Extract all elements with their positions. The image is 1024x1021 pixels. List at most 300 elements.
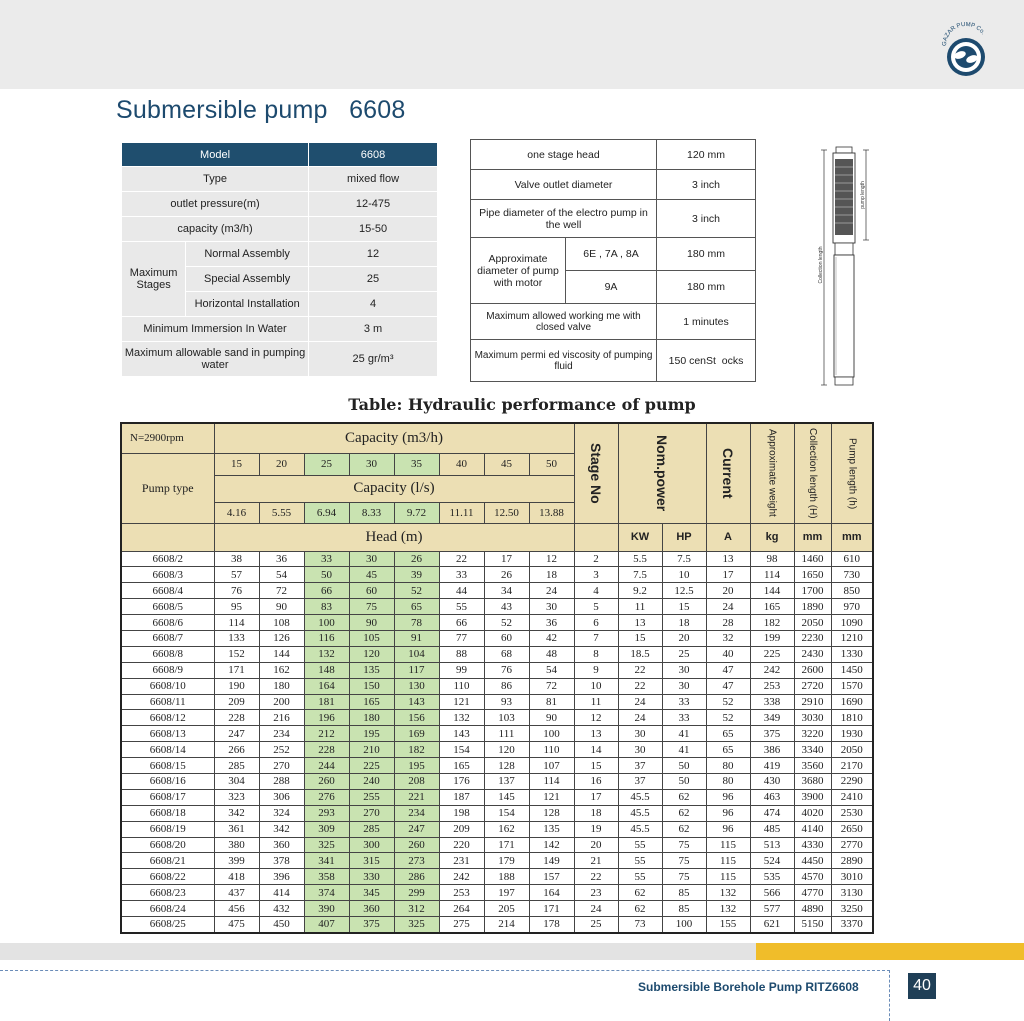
table-cell: 610: [831, 551, 873, 567]
table-row: [121, 885, 873, 901]
table-cell: 306: [259, 789, 304, 805]
table-cell: 10: [574, 678, 618, 694]
table-cell: 18: [574, 805, 618, 821]
unit-hp: HP: [662, 523, 706, 551]
table-cell: 88: [439, 646, 484, 662]
table-row: [121, 758, 873, 774]
footer-divider-vertical: [889, 970, 890, 1021]
table-cell: 30: [618, 742, 662, 758]
table-row: [121, 567, 873, 583]
table-cell: 324: [259, 805, 304, 821]
table-cell: 98: [750, 551, 794, 567]
stage-no-label: Stage No: [588, 442, 604, 504]
table-cell: 2650: [831, 821, 873, 837]
table-cell: 195: [349, 726, 394, 742]
sand-value: 25 gr/m³: [309, 342, 438, 377]
table-cell: 24: [529, 583, 574, 599]
table-cell: 2050: [831, 742, 873, 758]
table-cell: 1570: [831, 678, 873, 694]
table-cell: 260: [304, 773, 349, 789]
table-cell: 100: [529, 726, 574, 742]
table-cell: 275: [439, 916, 484, 932]
table-cell: 130: [394, 678, 439, 694]
table-cell: 270: [259, 758, 304, 774]
pump-type-cell: 6608/25: [121, 916, 214, 932]
table-cell: 187: [439, 789, 484, 805]
table-cell: 152: [214, 646, 259, 662]
table-cell: 24: [574, 901, 618, 917]
table-cell: 145: [484, 789, 529, 805]
table-cell: 341: [304, 853, 349, 869]
table-cell: 2: [574, 551, 618, 567]
table-cell: 76: [214, 583, 259, 599]
table-cell: 99: [439, 662, 484, 678]
table-cell: 135: [349, 662, 394, 678]
table-cell: 142: [529, 837, 574, 853]
table-cell: 3370: [831, 916, 873, 932]
table-cell: 414: [259, 885, 304, 901]
table-cell: 1090: [831, 615, 873, 631]
table-cell: 164: [304, 678, 349, 694]
table-cell: 81: [529, 694, 574, 710]
company-logo: [938, 22, 994, 78]
table-cell: 12.5: [662, 583, 706, 599]
table-cell: 54: [529, 662, 574, 678]
table-cell: 342: [214, 805, 259, 821]
table-cell: 165: [439, 758, 484, 774]
table-cell: 325: [304, 837, 349, 853]
table-cell: 162: [484, 821, 529, 837]
table-cell: 54: [259, 567, 304, 583]
table-cell: 407: [304, 916, 349, 932]
table-cell: 52: [394, 583, 439, 599]
table-cell: 2290: [831, 773, 873, 789]
spec-table-general: [121, 142, 438, 377]
hydraulic-table-body: [121, 551, 873, 933]
table-cell: 107: [529, 758, 574, 774]
table-cell: 234: [394, 805, 439, 821]
capacity-m3h-3: 30: [349, 453, 394, 475]
table-cell: 286: [394, 869, 439, 885]
table-cell: 300: [349, 837, 394, 853]
pump-type-cell: 6608/4: [121, 583, 214, 599]
capacity-m3h-4: 35: [394, 453, 439, 475]
table-cell: 247: [214, 726, 259, 742]
table-cell: 24: [706, 599, 750, 615]
table-cell: 90: [259, 599, 304, 615]
table-cell: 26: [484, 567, 529, 583]
table-cell: 234: [259, 726, 304, 742]
pump-type-cell: 6608/24: [121, 901, 214, 917]
table-cell: 9.2: [618, 583, 662, 599]
table-cell: 55: [618, 869, 662, 885]
table-cell: 171: [214, 662, 259, 678]
table-cell: 252: [259, 742, 304, 758]
unit-pump-mm: mm: [831, 523, 873, 551]
table-cell: 374: [304, 885, 349, 901]
table-row: [121, 630, 873, 646]
table-row: [121, 646, 873, 662]
table-cell: 80: [706, 773, 750, 789]
table-cell: 48: [529, 646, 574, 662]
table-row: [121, 599, 873, 615]
pump-type-cell: 6608/10: [121, 678, 214, 694]
unit-kw: KW: [618, 523, 662, 551]
table-cell: 96: [706, 789, 750, 805]
table-row: [121, 805, 873, 821]
table-cell: 396: [259, 869, 304, 885]
table-cell: 30: [529, 599, 574, 615]
table-cell: 135: [529, 821, 574, 837]
table-cell: 22: [618, 662, 662, 678]
table-cell: 205: [484, 901, 529, 917]
table-cell: 312: [394, 901, 439, 917]
table-cell: 2770: [831, 837, 873, 853]
table-cell: 2600: [794, 662, 831, 678]
table-row: [121, 837, 873, 853]
table-cell: 96: [706, 821, 750, 837]
table-cell: 155: [706, 916, 750, 932]
table-cell: 209: [214, 694, 259, 710]
table-cell: 181: [304, 694, 349, 710]
pump-type-cell: 6608/22: [121, 869, 214, 885]
capacity-ls-label: Capacity (l/s): [214, 475, 574, 502]
table-cell: 485: [750, 821, 794, 837]
normal-assembly-value: 12: [309, 242, 438, 267]
table-cell: 73: [618, 916, 662, 932]
outlet-pressure-value: 12-475: [309, 192, 438, 217]
table-cell: 209: [439, 821, 484, 837]
table-cell: 55: [618, 837, 662, 853]
table-cell: 304: [214, 773, 259, 789]
table-cell: 115: [706, 869, 750, 885]
table-cell: 162: [259, 662, 304, 678]
table-cell: 419: [750, 758, 794, 774]
viscosity-label: Maximum permi ed viscosity of pumping fluid: [471, 340, 657, 382]
table-cell: 114: [750, 567, 794, 583]
table-cell: 188: [484, 869, 529, 885]
horizontal-installation-value: 4: [309, 292, 438, 317]
table-cell: 105: [349, 630, 394, 646]
table-cell: 30: [662, 678, 706, 694]
table-cell: 52: [706, 694, 750, 710]
table-row: [121, 615, 873, 631]
table-cell: 72: [259, 583, 304, 599]
table-cell: 4570: [794, 869, 831, 885]
table-cell: 182: [394, 742, 439, 758]
table-cell: 330: [349, 869, 394, 885]
capacity-ls-3: 8.33: [349, 502, 394, 523]
table-cell: 111: [484, 726, 529, 742]
table-cell: 121: [439, 694, 484, 710]
table-cell: 475: [214, 916, 259, 932]
table-cell: 212: [304, 726, 349, 742]
table-cell: 36: [259, 551, 304, 567]
table-cell: 93: [484, 694, 529, 710]
table-cell: 255: [349, 789, 394, 805]
normal-assembly-label: Normal Assembly: [186, 242, 309, 267]
table-cell: 22: [574, 869, 618, 885]
table-cell: 65: [706, 726, 750, 742]
table-cell: 221: [394, 789, 439, 805]
table-cell: 535: [750, 869, 794, 885]
table-cell: 66: [439, 615, 484, 631]
table-cell: 47: [706, 662, 750, 678]
table-cell: 288: [259, 773, 304, 789]
pump-type-cell: 6608/5: [121, 599, 214, 615]
table-cell: 108: [259, 615, 304, 631]
table-cell: 91: [394, 630, 439, 646]
pump-length-header: Pump length (h): [846, 437, 858, 509]
table-cell: 62: [662, 805, 706, 821]
pump-type-cell: 6608/16: [121, 773, 214, 789]
table-cell: 196: [304, 710, 349, 726]
table-cell: 78: [394, 615, 439, 631]
capacity-label: capacity (m3/h): [122, 217, 309, 242]
capacity-ls-6: 12.50: [484, 502, 529, 523]
table-cell: 150: [349, 678, 394, 694]
table-cell: 1810: [831, 710, 873, 726]
pump-type-cell: 6608/2: [121, 551, 214, 567]
table-cell: 199: [750, 630, 794, 646]
table-cell: 62: [662, 821, 706, 837]
table-cell: 149: [529, 853, 574, 869]
table-cell: 220: [439, 837, 484, 853]
table-cell: 2050: [794, 615, 831, 631]
table-cell: 165: [349, 694, 394, 710]
sand-label: Maximum allowable sand in pumping water: [122, 342, 309, 377]
table-cell: 21: [574, 853, 618, 869]
table-cell: 133: [214, 630, 259, 646]
pump-type-cell: 6608/17: [121, 789, 214, 805]
pump-length-label: pump length: [860, 181, 866, 209]
table-cell: 104: [394, 646, 439, 662]
working-label: Maximum allowed working me with closed valve: [471, 304, 657, 340]
table-cell: 39: [394, 567, 439, 583]
table-cell: 19: [574, 821, 618, 837]
table-cell: 52: [484, 615, 529, 631]
table-cell: 266: [214, 742, 259, 758]
immersion-value: 3 m: [309, 317, 438, 342]
table-cell: 110: [439, 678, 484, 694]
capacity-m3h-2: 25: [304, 453, 349, 475]
valve-label: Valve outlet diameter: [471, 170, 657, 200]
table-cell: 40: [706, 646, 750, 662]
table-cell: 1700: [794, 583, 831, 599]
table-cell: 15: [618, 630, 662, 646]
special-assembly-value: 25: [309, 267, 438, 292]
table-cell: 57: [214, 567, 259, 583]
table-cell: 157: [529, 869, 574, 885]
pump-type-cell: 6608/3: [121, 567, 214, 583]
table-cell: 179: [484, 853, 529, 869]
table-cell: 41: [662, 742, 706, 758]
table-cell: 85: [662, 885, 706, 901]
pump-type-cell: 6608/13: [121, 726, 214, 742]
stage-head-label: one stage head: [471, 140, 657, 170]
table-cell: 115: [706, 853, 750, 869]
table-cell: 18: [529, 567, 574, 583]
table-cell: 273: [394, 853, 439, 869]
table-cell: 730: [831, 567, 873, 583]
capacity-m3h-6: 45: [484, 453, 529, 475]
table-cell: 75: [349, 599, 394, 615]
table-cell: 24: [618, 710, 662, 726]
table-cell: 13: [706, 551, 750, 567]
table-cell: 253: [439, 885, 484, 901]
table-cell: 276: [304, 789, 349, 805]
table-cell: 253: [750, 678, 794, 694]
pipe-value: 3 inch: [657, 200, 756, 238]
table-cell: 143: [394, 694, 439, 710]
immersion-label: Minimum Immersion In Water: [122, 317, 309, 342]
table-cell: 22: [618, 678, 662, 694]
table-cell: 242: [439, 869, 484, 885]
table-cell: 15: [574, 758, 618, 774]
table-cell: 33: [439, 567, 484, 583]
table-cell: 360: [349, 901, 394, 917]
table-cell: 126: [259, 630, 304, 646]
type-label: Type: [122, 167, 309, 192]
table-cell: 178: [529, 916, 574, 932]
capacity-m3h-5: 40: [439, 453, 484, 475]
model-label: Model: [122, 143, 309, 167]
table-row: [121, 869, 873, 885]
capacity-ls-7: 13.88: [529, 502, 574, 523]
table-cell: 62: [662, 789, 706, 805]
table-cell: 180: [349, 710, 394, 726]
table-cell: 432: [259, 901, 304, 917]
table-cell: 20: [662, 630, 706, 646]
capacity-m3h-0: 15: [214, 453, 259, 475]
table-cell: 22: [439, 551, 484, 567]
table-cell: 2720: [794, 678, 831, 694]
table-cell: 345: [349, 885, 394, 901]
weight-label: Approximate weight: [766, 429, 778, 518]
table-cell: 2230: [794, 630, 831, 646]
table-cell: 128: [529, 805, 574, 821]
table-cell: 524: [750, 853, 794, 869]
table-cell: 375: [349, 916, 394, 932]
table-cell: 4890: [794, 901, 831, 917]
table-cell: 45.5: [618, 821, 662, 837]
table-cell: 12: [574, 710, 618, 726]
table-row: [121, 662, 873, 678]
table-cell: 164: [529, 885, 574, 901]
table-cell: 121: [529, 789, 574, 805]
table-cell: 30: [662, 662, 706, 678]
capacity-ls-0: 4.16: [214, 502, 259, 523]
table-cell: 3010: [831, 869, 873, 885]
table-cell: 96: [706, 805, 750, 821]
table-cell: 14: [574, 742, 618, 758]
table-cell: 566: [750, 885, 794, 901]
table-cell: 90: [349, 615, 394, 631]
table-row: [121, 789, 873, 805]
table-cell: 195: [394, 758, 439, 774]
pipe-label: Pipe diameter of the electro pump in the well: [471, 200, 657, 238]
table-cell: 4: [574, 583, 618, 599]
table-cell: 100: [662, 916, 706, 932]
table-cell: 47: [706, 678, 750, 694]
table-cell: 50: [662, 773, 706, 789]
table-cell: 45.5: [618, 789, 662, 805]
table-cell: 247: [394, 821, 439, 837]
type-value: mixed flow: [309, 167, 438, 192]
capacity-ls-2: 6.94: [304, 502, 349, 523]
table-cell: 50: [662, 758, 706, 774]
table-cell: 240: [349, 773, 394, 789]
table-cell: 970: [831, 599, 873, 615]
table-cell: 285: [214, 758, 259, 774]
table-cell: 3900: [794, 789, 831, 805]
table-cell: 577: [750, 901, 794, 917]
table-row: [121, 726, 873, 742]
table-cell: 1330: [831, 646, 873, 662]
table-cell: 399: [214, 853, 259, 869]
table-cell: 216: [259, 710, 304, 726]
motor-diameter-label: Approximate diameter of pump with motor: [471, 238, 566, 304]
table-cell: 386: [750, 742, 794, 758]
table-cell: 325: [394, 916, 439, 932]
table-cell: 75: [662, 853, 706, 869]
table-cell: 37: [618, 773, 662, 789]
working-value: 1 minutes: [657, 304, 756, 340]
table-cell: 171: [529, 901, 574, 917]
table-cell: 200: [259, 694, 304, 710]
table-cell: 75: [662, 869, 706, 885]
table-row: [121, 694, 873, 710]
capacity-ls-5: 11.11: [439, 502, 484, 523]
table-cell: 390: [304, 901, 349, 917]
table-row: [121, 551, 873, 567]
table-row: [121, 916, 873, 932]
table-cell: 25: [574, 916, 618, 932]
table-cell: 418: [214, 869, 259, 885]
horizontal-installation-label: Horizontal Installation: [186, 292, 309, 317]
unit-a: A: [706, 523, 750, 551]
table-cell: 16: [574, 773, 618, 789]
table-cell: 349: [750, 710, 794, 726]
table-cell: 176: [439, 773, 484, 789]
table-cell: 120: [349, 646, 394, 662]
table-cell: 100: [304, 615, 349, 631]
table-cell: 5.5: [618, 551, 662, 567]
table-cell: 15: [662, 599, 706, 615]
table-cell: 18: [662, 615, 706, 631]
table-cell: 3340: [794, 742, 831, 758]
capacity-ls-1: 5.55: [259, 502, 304, 523]
table-cell: 30: [618, 726, 662, 742]
logo-text: GAZAR PUMP Co.: [941, 22, 986, 47]
footer-band: [0, 943, 1024, 960]
pump-type-cell: 6608/11: [121, 694, 214, 710]
table-cell: 85: [662, 901, 706, 917]
capacity-m3h-1: 20: [259, 453, 304, 475]
table-cell: 33: [662, 694, 706, 710]
table-cell: 323: [214, 789, 259, 805]
page-number: 40: [908, 973, 936, 999]
table-cell: 77: [439, 630, 484, 646]
spec-table-dimensions: [470, 139, 756, 382]
table-cell: 75: [662, 837, 706, 853]
table-row: [121, 773, 873, 789]
table-cell: 198: [439, 805, 484, 821]
table-cell: 55: [618, 853, 662, 869]
table-cell: 214: [484, 916, 529, 932]
table-cell: 43: [484, 599, 529, 615]
table-cell: 8: [574, 646, 618, 662]
